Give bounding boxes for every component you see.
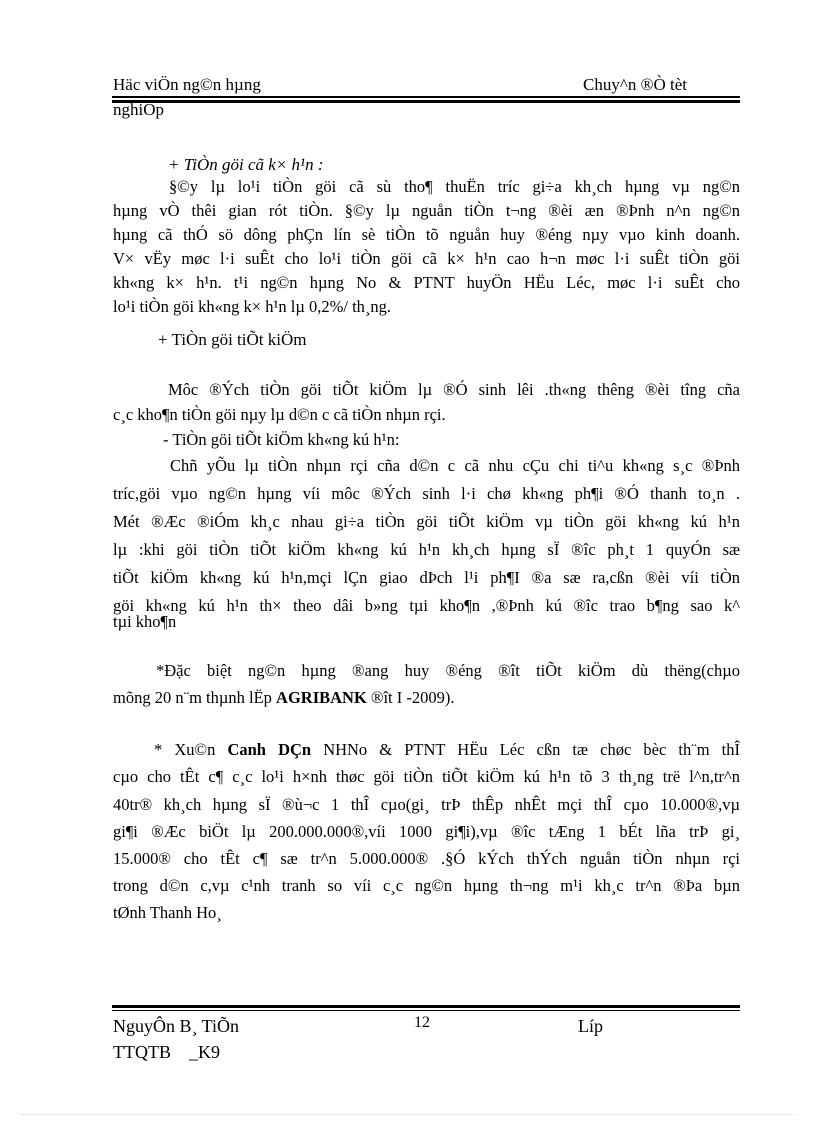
text-line [154, 740, 740, 764]
header-rule-thin [112, 96, 740, 98]
text-line: lo¹i tiÒn göi kh«ng k× h¹n lµ 0,2%/ th¸ng. [113, 297, 392, 316]
text-line: 15.000® cho tÊt c¶ sæ tr^n 5.000.000® .§Ó kÝch thÝch nguån tiÒn nhµn rçi [113, 849, 740, 868]
text-line: tiÕt kiÖm kh«ng kú h¹n,mçi lÇn giao dÞch l¹i ph¶I ®a sæ ra,cßn ®èi víi tiÒn [113, 568, 740, 587]
campaign-name: Canh DÇn [227, 740, 312, 759]
text-run: mõng 20 n¨m thµnh lËp [113, 688, 277, 707]
footer-rule-thin [112, 1010, 740, 1011]
text-line: kh«ng k× h¹n. t¹i ng©n hµng No & PTNT huyÖn HËu Léc, møc l·i suÊt cho [113, 273, 740, 292]
text-run: NHNo & PTNT HËu Léc cßn tæ chøc bèc th¨m thÎ [311, 740, 740, 759]
text-line: V× vËy møc l·i suÊt cho lo¹i tiÒn göi cã k× h¹n cao h¬n møc l·i suÊt tiÒn göi [113, 249, 740, 268]
text-line: hµng vÒ thêi gian rót tiÒn. §©y lµ nguån tiÒn t¬ng ®èi æn ®Þnh n^n ng©n [113, 201, 740, 220]
footer-rule-thick [112, 1005, 740, 1008]
text-line: Chñ yÕu lµ tiÒn nhµn rçi cña d©n c cã nhu cÇu chi ti^u kh«ng s¸c ®Þnh [170, 456, 740, 475]
text-line: göi kh«ng kú h¹n th× theo dâi b»ng tµi kho¶n ,®Þnh kú ®îc trao b¶ng sao k^ [113, 596, 740, 615]
text-line: gi¶i ®Æc biÖt lµ 200.000.000®,víi 1000 gi¶i),vµ ®îc tÆng 1 bÉt lña trÞ gi¸ [113, 822, 740, 841]
text-line: Mét ®Æc ®iÓm kh¸c nhau gi÷a tiÒn göi tiÕt kiÖm vµ tiÒn göi kh«ng kú h¹n [113, 512, 740, 531]
text-line: trong d©n c,vµ c¹nh tranh so víi c¸c ng©n hµng th¬ng m¹i kh¸c tr^n ®Þa bµn [113, 876, 740, 895]
section-heading-term-deposit: + TiÒn göi cã k× h¹n : [168, 155, 324, 174]
text-line: tµi kho¶n [113, 612, 177, 631]
section-heading-savings: + TiÒn göi tiÕt kiÖm [158, 330, 307, 349]
header-topic: Chuy^n ®Ò tèt [583, 75, 688, 94]
text-line: §©y lµ lo¹i tiÒn göi cã sù tho¶ thuËn tríc gi÷a kh¸ch hµng vµ ng©n [169, 177, 740, 196]
text-line: cµo cho tÊt c¶ c¸c lo¹i h×nh thøc göi tiÒn tiÕt kiÖm kú h¹n tõ 3 th¸ng trë l^n,tr^n [113, 767, 740, 786]
header-continuation: nghiÖp [113, 100, 164, 119]
text-line: *Đặc biệt ng©n hµng ®ang huy ®éng ®ît tiÕt kiÖm dù thëng(chµo [156, 661, 740, 680]
text-line: tØnh Thanh Ho¸ [113, 903, 222, 922]
text-line: hµng cã thÓ sö dông phÇn lín sè tiÒn tõ nguån huy ®éng nµy vµo kinh doanh. [113, 225, 740, 244]
text-line: lµ :khi göi tiÒn tiÕt kiÖm kh«ng kú h¹n kh¸ch hµng sÏ ®îc ph¸t 1 quyÓn sæ [113, 540, 740, 559]
text-line: tríc,göi vµo ng©n hµng víi môc ®Ých sinh l·i chø kh«ng ph¶i ®Ó thanh to¸n . [113, 484, 740, 503]
text-line [113, 688, 455, 708]
footer-author: NguyÔn B¸ TiÕn [113, 1016, 240, 1036]
bank-name: AGRIBANK [276, 688, 367, 707]
text-run: ®ît I -2009). [366, 688, 455, 707]
header-school: Häc viÖn ng©n hµng [113, 75, 261, 94]
header-rule-thick [112, 100, 740, 103]
subheading-demand-savings: - TiÒn göi tiÕt kiÖm kh«ng kú h¹n: [163, 430, 400, 449]
footer-class-label: Líp [578, 1016, 603, 1036]
text-line: Môc ®Ých tiÒn göi tiÕt kiÖm lµ ®Ó sinh lêi .th«ng thêng ®èi tîng cña [168, 380, 740, 399]
text-run: * Xu©n [154, 740, 228, 759]
footer-class-value: TTQTB _K9 [113, 1042, 220, 1062]
text-line: c¸c kho¶n tiÒn göi nµy lµ d©n c cã tiÒn nhµn rçi. [113, 405, 446, 424]
text-line: 40tr® kh¸ch hµng sÏ ®ù¬c 1 thÎ cµo(gi¸ trÞ thÊp nhÊt mçi thÎ cµo 10.000®,vµ [113, 795, 740, 814]
page-edge-dots [20, 1114, 796, 1115]
footer-page-number: 12 [414, 1014, 430, 1031]
